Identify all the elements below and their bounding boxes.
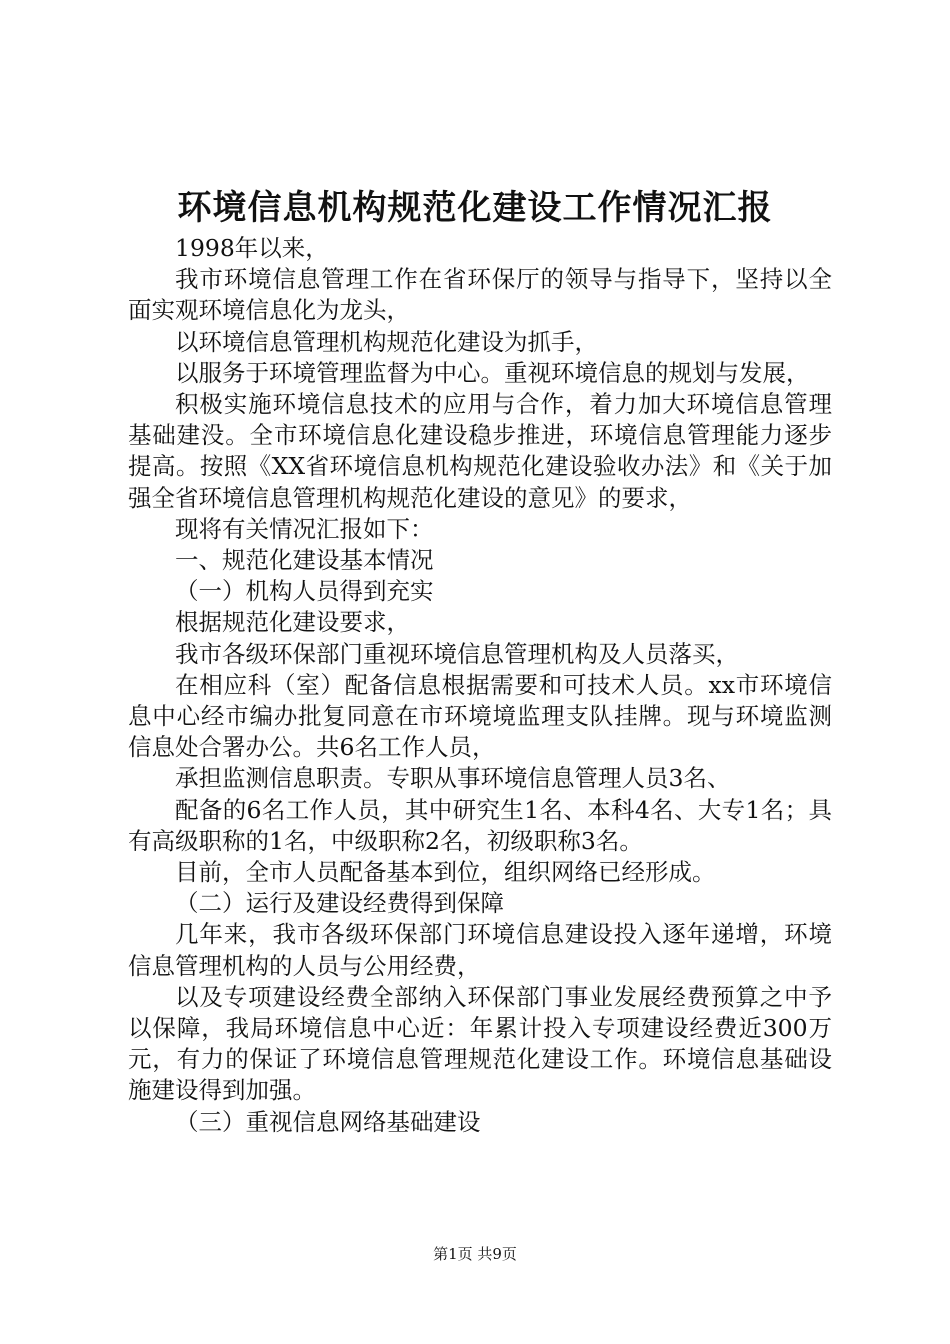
subsection-heading: （一）机构人员得到充实 [175, 577, 434, 606]
paragraph: 目前，全市人员配备基本到位，组织网络已经形成。 [175, 858, 716, 887]
paragraph: 以环境信息管理机构规范化建设为抓手， [175, 327, 598, 356]
paragraph: 现将有关情况汇报如下： [175, 514, 434, 543]
section-heading: 一、规范化建设基本情况 [175, 546, 434, 575]
paragraph: 承担监测信息职责。专职从事环境信息管理人员3名、 [175, 764, 731, 793]
page-number-footer: 第1页 共9页 [433, 1245, 517, 1263]
paragraph: 配备的6名工作人员，其中研究生1名、本科4名、大专1名；具有高级职称的1名，中级职称2名，初级职称3名。 [128, 795, 832, 855]
paragraph: 几年来，我市各级环保部门环境信息建设投入逐年递增，环境信息管理机构的人员与公用经费， [128, 920, 832, 980]
paragraph: 根据规范化建设要求， [175, 608, 410, 637]
paragraph: 我市各级环保部门重视环境信息管理机构及人员落买， [175, 639, 739, 668]
paragraph: 积极实施环境信息技术的应用与合作，着力加大环境信息管理基础建没。全市环境信息化建设稳步推进，环境信息管理能力逐步提高。按照《XX省环境信息机构规范化建设验收办法》和《关于加强全省环境信息管理机构规范化建设的意见》的要求， [128, 390, 832, 512]
paragraph: 以及专项建设经费全部纳入环保部门事业发展经费预算之中予以保障，我局环境信息中心近：年累计投入专项建设经费近300万元，有力的保证了环境信息管理规范化建设工作。环境信息基础设施建设得到加强。 [128, 982, 832, 1105]
paragraph: 1998年以来， [175, 234, 329, 262]
document-title: 环境信息机构规范化建设工作情况汇报 [177, 188, 773, 228]
paragraph: 我市环境信息管理工作在省环保厅的领导与指导下，坚持以全面实观环境信息化为龙头， [128, 265, 832, 325]
paragraph: 在相应科（室）配备信息根据需要和可技术人员。xx市环境信息中心经市编办批复同意在市环境境监理支队挂牌。现与环境监测信息处合署办公。共6名工作人员， [128, 670, 832, 762]
subsection-heading: （三）重视信息网络基础建设 [175, 1107, 481, 1136]
subsection-heading: （二）运行及建设经费得到保障 [175, 889, 504, 918]
paragraph: 以服务于环境管理监督为中心。重视环境信息的规划与发展， [175, 358, 810, 387]
document-body [128, 233, 832, 1138]
